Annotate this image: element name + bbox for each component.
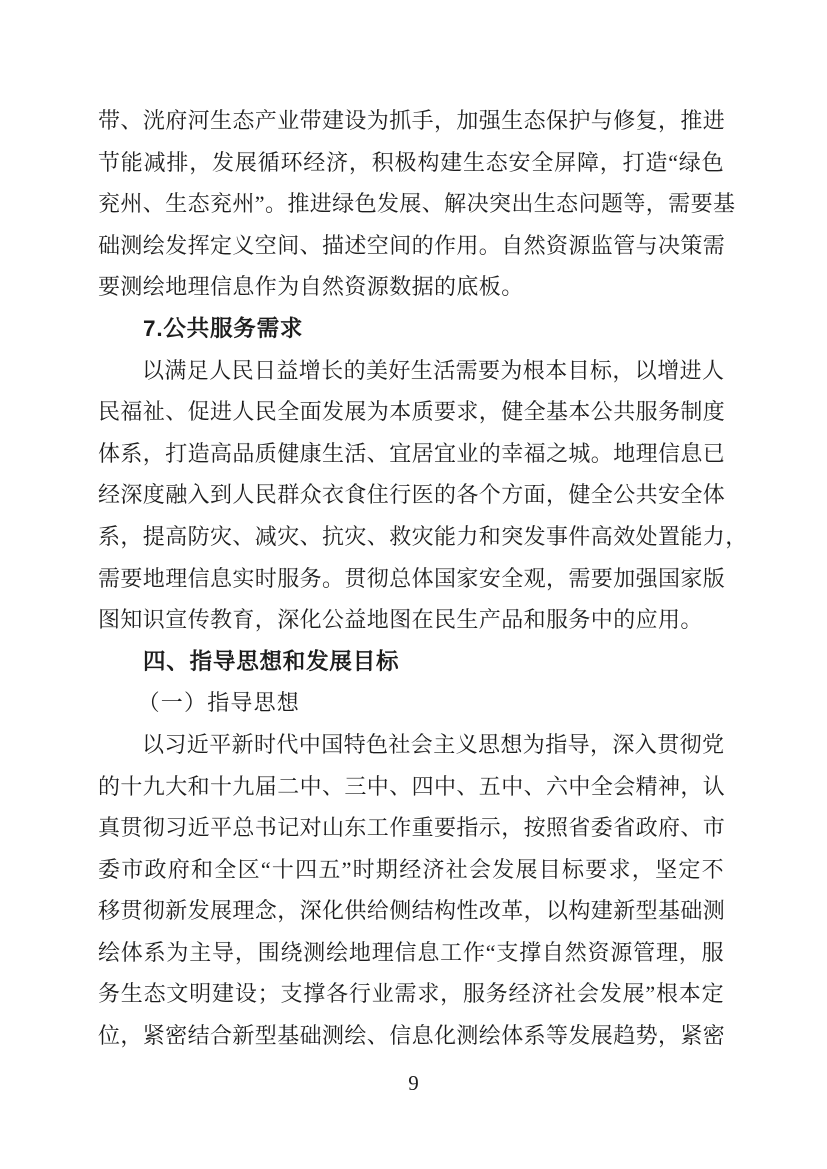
text-line: 位，紧密结合新型基础测绘、信息化测绘体系等发展趋势，紧密	[98, 1023, 726, 1049]
text-content	[98, 100, 748, 1057]
text-line: 经深度融入到人民群众衣食住行医的各个方面，健全公共安全体	[98, 482, 726, 508]
text-line: 务生态文明建设；支撑各行业需求，服务经济社会发展”根本定	[98, 981, 724, 1007]
text-line: 民福祉、促进人民全面发展为本质要求，健全基本公共服务制度	[98, 399, 726, 425]
text-line: 委市政府和全区“十四五”时期经济社会发展目标要求，坚定不	[98, 856, 724, 882]
text-line: 图知识宣传教育，深化公益地图在民生产品和服务中的应用。	[98, 607, 703, 633]
text-line: 础测绘发挥定义空间、描述空间的作用。自然资源监管与决策需	[98, 232, 726, 258]
section-heading-7: 7.公共服务需求	[143, 315, 304, 341]
text-line: 需要地理信息实时服务。贯彻总体国家安全观，需要加强国家版	[98, 565, 726, 591]
text-line: 带、洸府河生态产业带建设为抓手，加强生态保护与修复，推进	[98, 108, 726, 133]
text-line: 移贯彻新发展理念，深化供给侧结构性改革，以构建新型基础测	[98, 898, 726, 924]
text-line: 要测绘地理信息作为自然资源数据的底板。	[98, 274, 524, 300]
text-line: 绘体系为主导，围绕测绘地理信息工作“支撑自然资源管理，服	[98, 939, 724, 965]
text-line: 真贯彻习近平总书记对山东工作重要指示，按照省委省政府、市	[98, 815, 726, 841]
text-line: 体系，打造高品质健康生活、宜居宜业的幸福之城。地理信息已	[98, 440, 726, 466]
page-number: 9	[408, 1071, 419, 1095]
subsection-heading-guiding-ideology: （一）指导思想	[137, 690, 300, 716]
text-line: 以满足人民日益增长的美好生活需要为根本目标，以增进人	[142, 357, 725, 383]
text-line: 以习近平新时代中国特色社会主义思想为指导，深入贯彻党	[142, 731, 725, 757]
text-line: 兖州、生态兖州”。推进绿色发展、解决突出生态问题等，需要基	[98, 191, 736, 217]
text-line: 系，提高防灾、减灾、抗灾、救灾能力和突发事件高效处置能力，	[98, 523, 748, 549]
section-heading-4: 四、指导思想和发展目标	[143, 648, 400, 674]
text-line: 的十九大和十九届二中、三中、四中、五中、六中全会精神，认	[98, 773, 726, 799]
text-line: 节能减排，发展循环经济，积极构建生态安全屏障，打造“绿色	[98, 149, 724, 175]
